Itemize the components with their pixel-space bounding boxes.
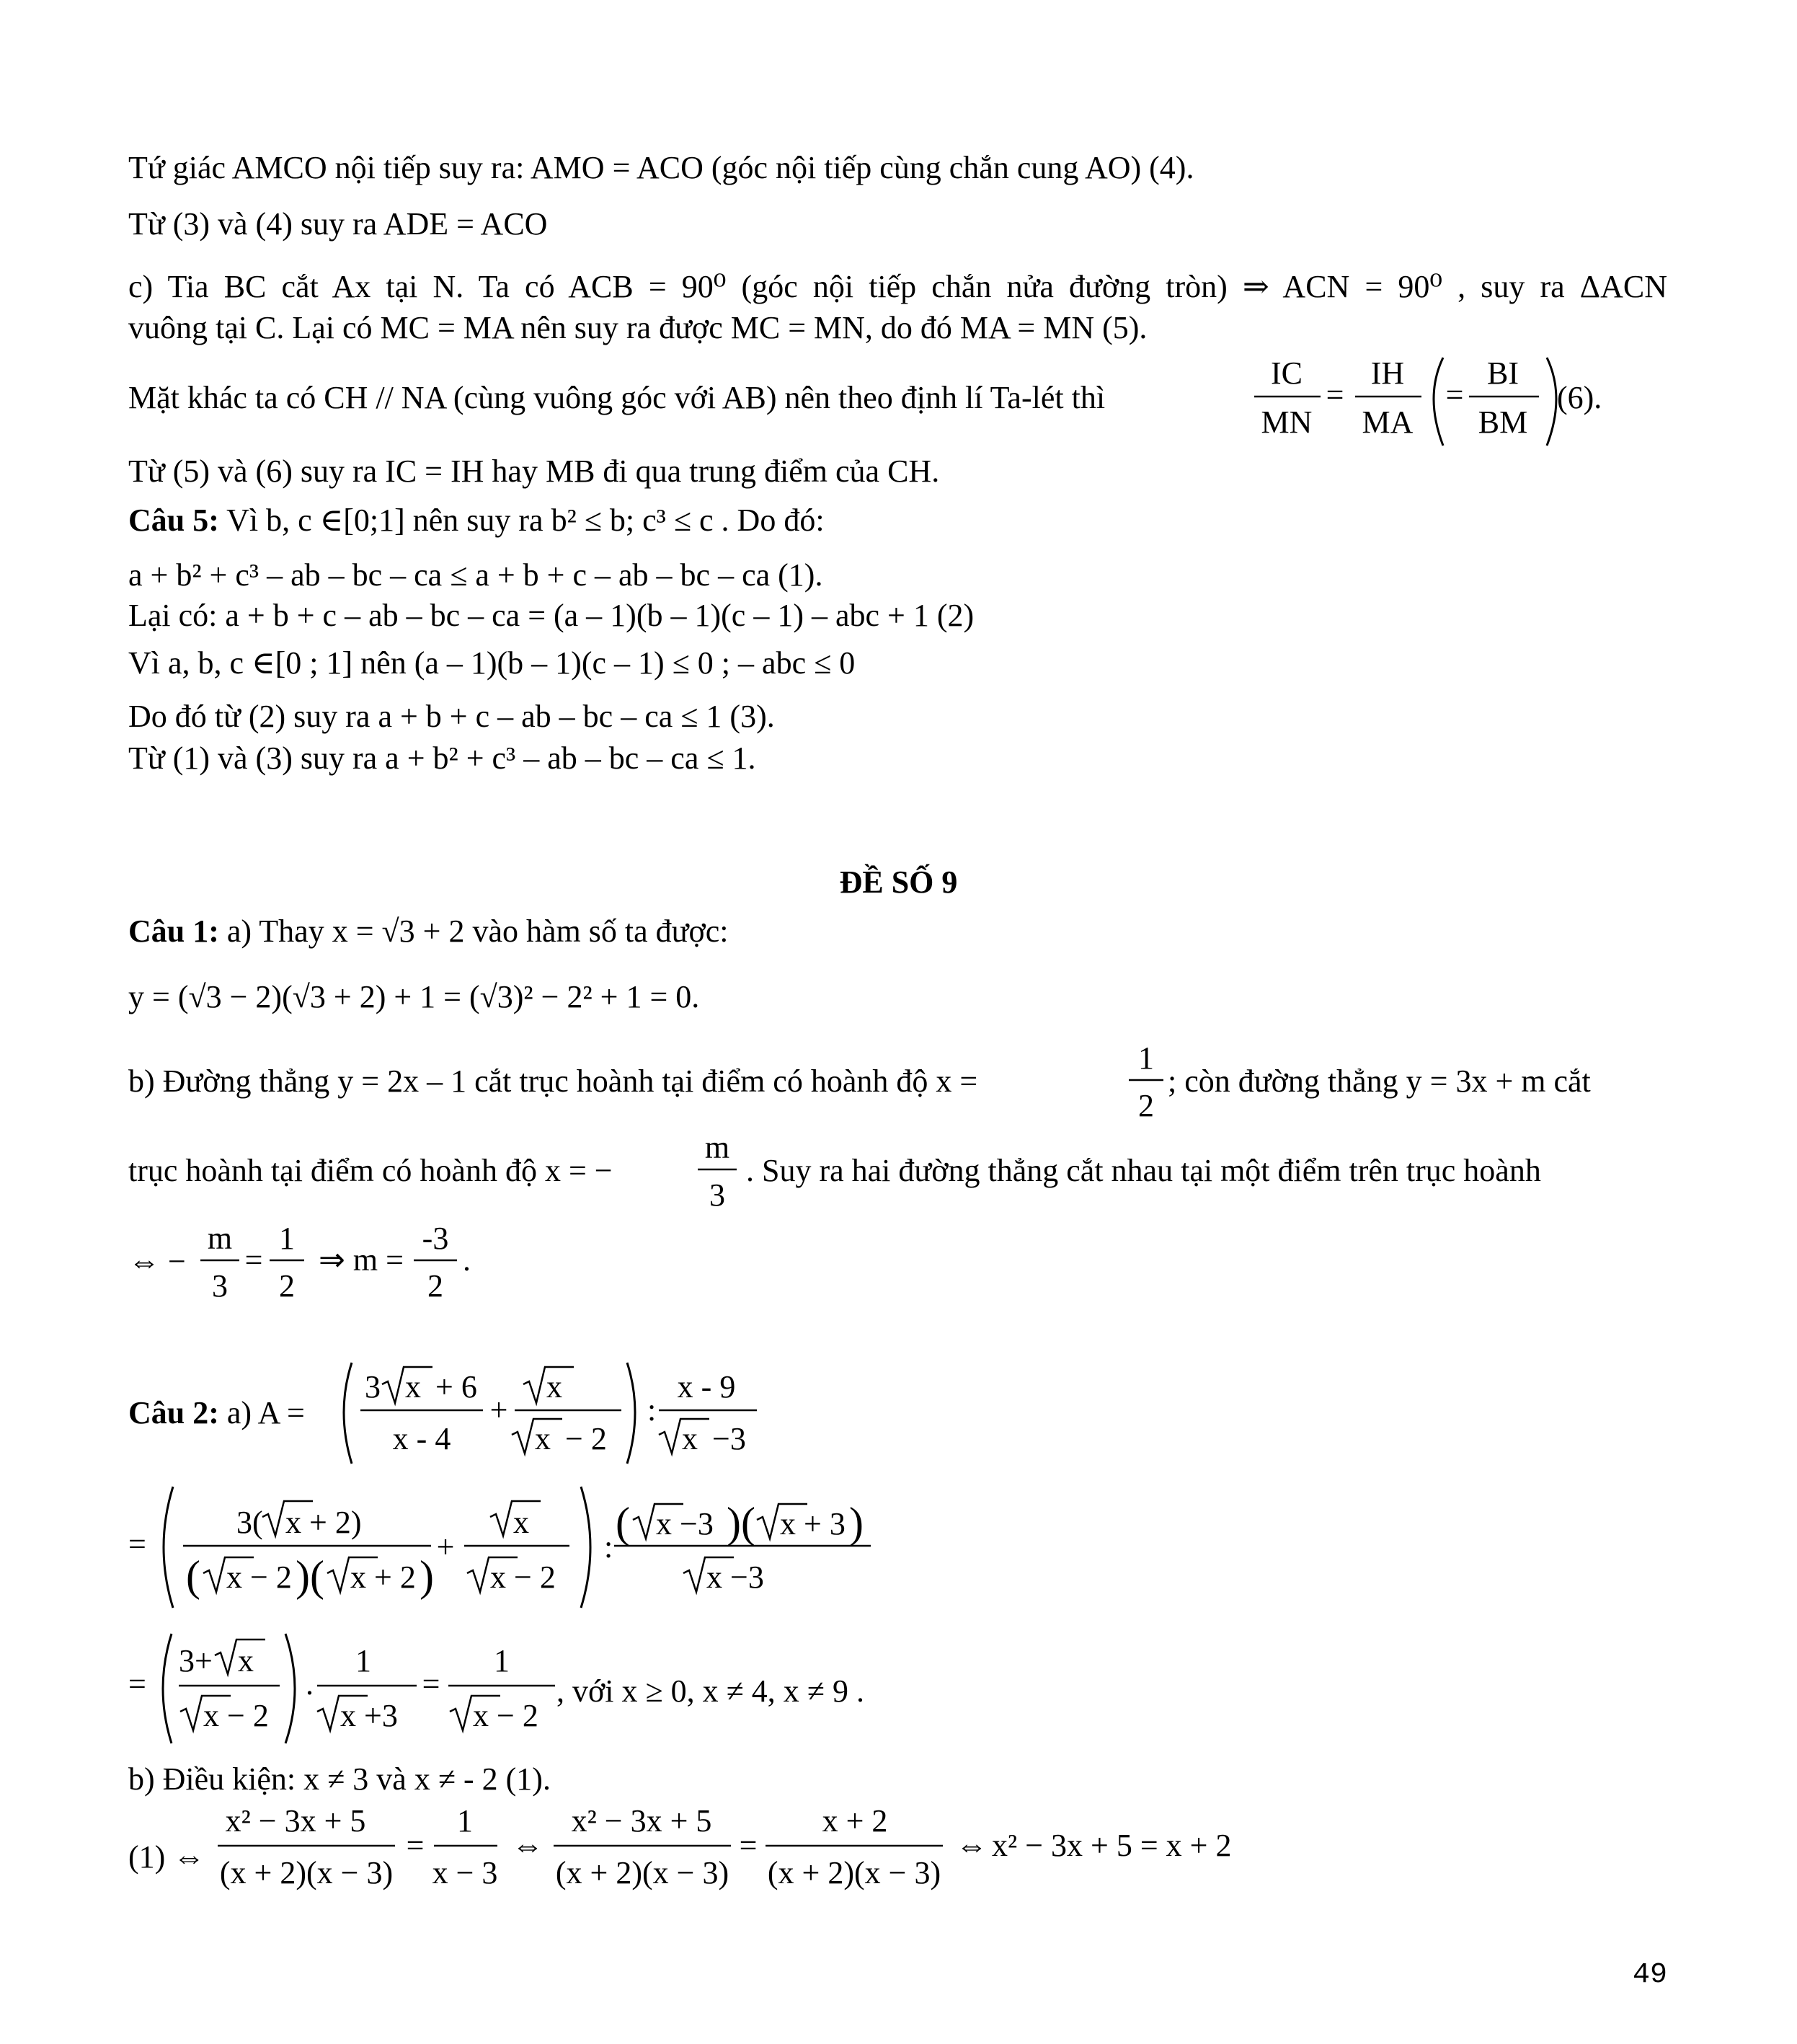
svg-text:x: x [405, 1369, 421, 1404]
line-8: a + b² + c³ – ab – bc – ca ≤ a + b + c – ab – bc – ca (1). [128, 557, 823, 593]
line-16-tail: . Suy ra hai đường thẳng cắt nhau tại một điểm trên trục hoành [746, 1153, 1541, 1188]
line-18: Câu 2: a) A = [128, 1395, 305, 1430]
svg-text:=: = [739, 1828, 758, 1863]
svg-text:(x + 2)(x − 3): (x + 2)(x − 3) [555, 1855, 729, 1890]
svg-text::: : [604, 1529, 613, 1565]
svg-text:=: = [244, 1242, 263, 1278]
svg-text:+ 6: + 6 [435, 1369, 477, 1404]
svg-text:x² − 3x + 5: x² − 3x + 5 [225, 1803, 366, 1839]
svg-text:)(: )( [727, 1499, 755, 1547]
line-5-text: Mặt khác ta có CH // NA (cùng vuông góc với AB) nên theo định lí Ta-lét thì [128, 380, 1106, 415]
line-21: b) Điều kiện: x ≠ 3 và x ≠ - 2 (1). [128, 1761, 551, 1797]
svg-text:1: 1 [279, 1221, 295, 1256]
frac-num-ic: IC [1271, 355, 1303, 391]
svg-text:): ) [849, 1499, 864, 1547]
svg-text:.: . [463, 1242, 471, 1278]
equation-part-b [209, 1800, 1261, 1901]
svg-text:x: x [682, 1421, 698, 1456]
svg-text:+: + [489, 1392, 508, 1428]
svg-text:x + 2): x + 2) [285, 1505, 362, 1540]
svg-text:⇔: ⇔ [512, 1828, 543, 1863]
svg-text:1: 1 [494, 1643, 510, 1678]
svg-text:x − 2: x − 2 [490, 1559, 556, 1595]
svg-text:1: 1 [457, 1803, 473, 1839]
svg-text:x +3: x +3 [340, 1698, 398, 1733]
line-10: Vì a, b, c ∈[0 ; 1] nên (a – 1)(b – 1)(c – 1) ≤ 0 ; – abc ≤ 0 [128, 645, 856, 681]
svg-text:x: x [546, 1369, 562, 1404]
fraction-one-half [1124, 1037, 1168, 1131]
svg-text:x + 2: x + 2 [822, 1803, 888, 1839]
svg-text:x - 4: x - 4 [392, 1421, 451, 1456]
svg-text:)(: )( [296, 1552, 324, 1600]
line-3: c) Tia BC cắt Ax tại N. Ta có ACB = 90⁰ (góc nội tiếp chắn nửa đường tròn) ⇒ ACN = 90⁰ , suy ra ΔACN [128, 269, 1667, 304]
svg-text:x² − 3x + 5: x² − 3x + 5 [571, 1803, 712, 1839]
line-15-text: b) Đường thẳng y = 2x – 1 cắt trục hoành tại điểm có hoành độ x = [128, 1063, 978, 1099]
line-15-tail: ; còn đường thẳng y = 3x + m cắt [1168, 1063, 1591, 1099]
line-7: Câu 5: Vì b, c ∈[0;1] nên suy ra b² ≤ b; c³ ≤ c . Do đó: [128, 503, 825, 538]
expression-a-step-2 [128, 1482, 892, 1612]
line-2: Từ (3) và (4) suy ra ADE = ACO [128, 206, 548, 242]
svg-text:⇒ m =: ⇒ m = [319, 1242, 404, 1278]
svg-text:+: + [436, 1529, 455, 1565]
line-9: Lại có: a + b + c – ab – bc – ca = (a – 1)(b – 1)(c – 1) – abc + 1 (2) [128, 598, 975, 633]
line-17-start: ⇔ − [128, 1244, 186, 1279]
svg-text:=: = [422, 1666, 440, 1702]
frac-den-mn: MN [1261, 404, 1313, 440]
svg-text:−3: −3 [712, 1421, 746, 1456]
line-6: Từ (5) và (6) suy ra IC = IH hay MB đi qua trung điểm của CH. [128, 454, 940, 489]
svg-text:x − 2: x − 2 [226, 1559, 292, 1595]
svg-text:3+: 3+ [179, 1643, 213, 1678]
svg-text:): ) [420, 1552, 434, 1600]
line-1: Tứ giác AMCO nội tiếp suy ra: AMO = ACO (góc nội tiếp cùng chắn cung AO) (4). [128, 150, 1194, 185]
line-22-start: (1) ⇔ [128, 1839, 205, 1875]
line-13: Câu 1: a) Thay x = √3 + 2 vào hàm số ta được: [128, 913, 729, 949]
line-14: y = (√3 − 2)(√3 + 2) + 1 = (√3)² − 2² + 1 = 0. [128, 979, 700, 1014]
svg-text:3(: 3( [236, 1505, 263, 1540]
svg-text:1: 1 [355, 1643, 371, 1678]
svg-text:x − 3: x − 3 [432, 1855, 498, 1890]
svg-text:x: x [513, 1505, 529, 1540]
line-12: Từ (1) và (3) suy ra a + b² + c³ – ab – bc – ca ≤ 1. [128, 740, 756, 776]
expression-a [339, 1360, 771, 1468]
svg-text:1: 1 [1138, 1040, 1154, 1076]
svg-text:-3: -3 [422, 1221, 449, 1256]
frac-den-ma: MA [1362, 404, 1414, 440]
svg-text:x - 9: x - 9 [677, 1369, 736, 1404]
section-heading: ĐỀ SỐ 9 [839, 864, 958, 900]
svg-text::: : [647, 1392, 657, 1428]
svg-text:x + 3: x + 3 [780, 1506, 846, 1541]
svg-text:3: 3 [365, 1369, 381, 1404]
svg-text:2: 2 [279, 1268, 295, 1304]
line-4: vuông tại C. Lại có MC = MA nên suy ra được MC = MN, do đó MA = MN (5). [128, 310, 1148, 345]
svg-text:=: = [1445, 377, 1464, 412]
svg-text:(x + 2)(x − 3): (x + 2)(x − 3) [767, 1855, 941, 1890]
line-20-tail: , với x ≥ 0, x ≠ 4, x ≠ 9 . [556, 1673, 864, 1709]
svg-text:=: = [406, 1828, 425, 1863]
svg-text:3: 3 [212, 1268, 228, 1304]
svg-text:2: 2 [427, 1268, 443, 1304]
svg-text:=: = [128, 1666, 146, 1702]
svg-text:(x + 2)(x − 3): (x + 2)(x − 3) [219, 1855, 394, 1890]
svg-text:x: x [238, 1643, 254, 1678]
svg-text:2: 2 [1138, 1088, 1154, 1123]
svg-text:x −3: x −3 [706, 1559, 764, 1595]
svg-text:=: = [128, 1526, 146, 1562]
frac-num-bi: BI [1487, 355, 1519, 391]
svg-text:x: x [535, 1421, 551, 1456]
equation-m-value [195, 1217, 497, 1311]
page-number: 49 [1632, 1959, 1667, 1991]
svg-text:− 2: − 2 [565, 1421, 607, 1456]
frac-den-bm: BM [1478, 404, 1528, 440]
svg-text:m: m [704, 1130, 730, 1165]
svg-text:3: 3 [709, 1177, 725, 1213]
line-11: Do đó từ (2) suy ra a + b + c – ab – bc – ca ≤ 1 (3). [128, 699, 775, 734]
fraction-m-over-3 [692, 1126, 742, 1220]
svg-text:(: ( [186, 1552, 200, 1600]
svg-text:x + 2: x + 2 [350, 1559, 416, 1595]
svg-text:x − 2: x − 2 [203, 1698, 269, 1733]
svg-text:⇔: ⇔ [956, 1828, 988, 1863]
svg-text:x − 2: x − 2 [473, 1698, 538, 1733]
frac-num-ih: IH [1370, 355, 1405, 391]
svg-text:x² − 3x + 5 = x + 2: x² − 3x + 5 = x + 2 [992, 1828, 1232, 1863]
svg-text:(: ( [616, 1499, 630, 1547]
svg-text:=: = [1326, 377, 1344, 412]
svg-text:m: m [207, 1221, 233, 1256]
svg-text:.: . [306, 1666, 314, 1702]
line-16-text: trục hoành tại điểm có hoành độ x = − [128, 1153, 613, 1188]
line-5-tail: (6). [1557, 380, 1602, 415]
svg-text:x −3: x −3 [656, 1506, 714, 1541]
